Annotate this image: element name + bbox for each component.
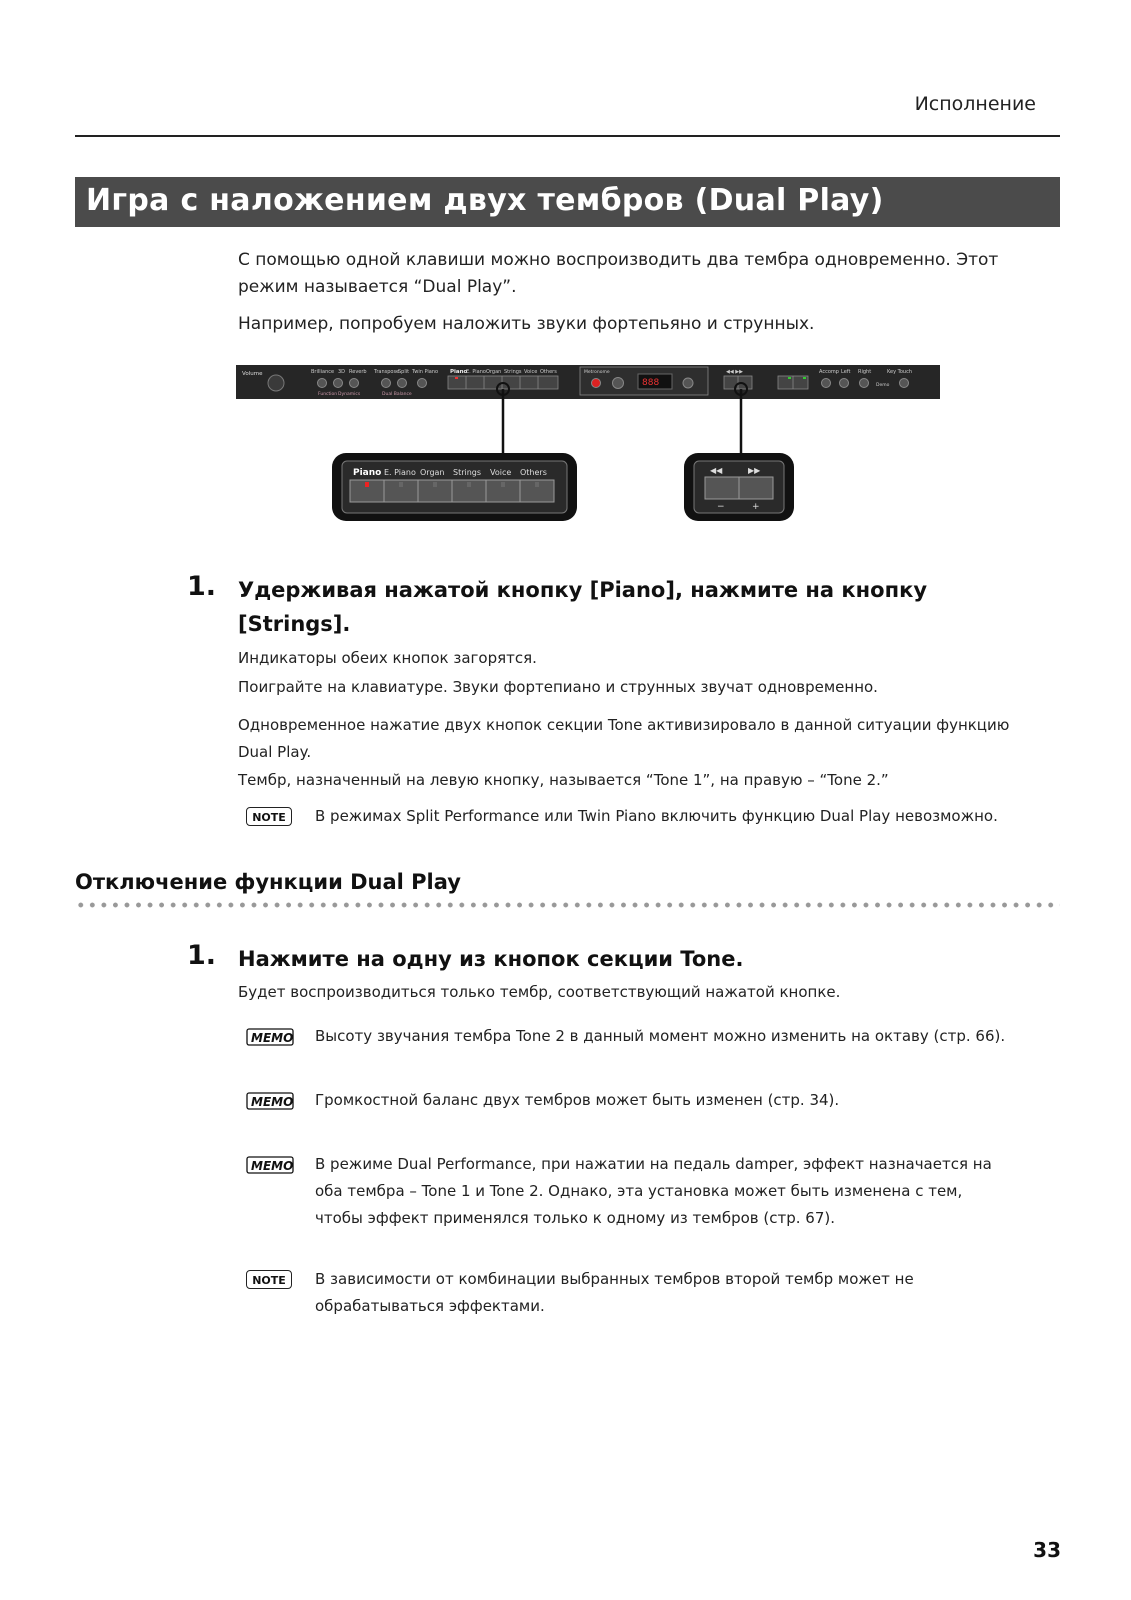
panel-label-split: Split xyxy=(398,369,410,375)
step-title-line-2: [Strings]. xyxy=(238,612,351,636)
panel-button xyxy=(613,378,624,389)
callout-label-others: Others xyxy=(520,468,547,477)
panel-button xyxy=(683,378,693,388)
panel-label-volume: Volume xyxy=(242,371,263,377)
control-panel-illustration xyxy=(236,363,940,523)
panel-label-right: Right xyxy=(858,369,872,375)
step-number: 1. xyxy=(187,571,217,602)
step1-text-1: Индикаторы обеих кнопок загорятся. xyxy=(238,649,537,667)
step1-text-3-line-2: Dual Play. xyxy=(238,743,312,761)
memo-icon xyxy=(246,1155,294,1177)
step1-text-3 xyxy=(238,712,1038,766)
panel-label-3d: 3D xyxy=(338,369,346,375)
header-divider xyxy=(75,135,1060,137)
panel-button xyxy=(822,379,831,388)
panel-button xyxy=(840,379,849,388)
section-header: Исполнение xyxy=(914,93,1036,115)
step2-text-1: Будет воспроизводиться только тембр, соответствующий нажатой кнопке. xyxy=(238,983,841,1001)
memo-text-3-line-2: оба тембра – Tone 1 и Tone 2. Однако, эта установка может быть изменена с тем, xyxy=(315,1182,963,1200)
memo-text-2: Громкостной баланс двух тембров может быть изменен (стр. 34). xyxy=(315,1091,840,1109)
svg-text:◀◀ ▶▶: ◀◀ ▶▶ xyxy=(726,369,743,375)
callout-label-organ: Organ xyxy=(420,468,445,477)
memo-text-3-line-3: чтобы эффект применялся только к одному из тембров (стр. 67). xyxy=(315,1209,835,1227)
callout-label-epiano: E. Piano xyxy=(384,468,416,477)
step1-text-2: Поиграйте на клавиатуре. Звуки фортепиано и струнных звучат одновременно. xyxy=(238,678,878,696)
volume-knob xyxy=(268,375,284,391)
memo-text-3 xyxy=(315,1151,1075,1232)
note-text-2-line-2: обрабатываться эффектами. xyxy=(315,1297,545,1315)
step-title: Нажмите на одну из кнопок секции Tone. xyxy=(238,947,744,971)
page-title-bar xyxy=(75,177,1060,227)
callout-next-icon: ▶▶ xyxy=(748,466,761,475)
page-title: Игра с наложением двух тембров (Dual Play) xyxy=(86,183,884,218)
note-badge: NOTE xyxy=(246,1270,292,1289)
panel-label-metronome: Metronome xyxy=(584,370,610,375)
callout-label-piano: Piano xyxy=(353,468,382,478)
panel-label-brilliance: Brilliance xyxy=(311,369,335,375)
note-text: В режимах Split Performance или Twin Piano включить функцию Dual Play невозможно. xyxy=(315,807,998,825)
panel-label-accomp: Accomp xyxy=(819,369,839,375)
panel-label-organ: Organ xyxy=(486,369,502,375)
step1-text-4: Тембр, назначенный на левую кнопку, называется “Tone 1”, на правую – “Tone 2.” xyxy=(238,771,889,789)
panel-label-piano: Piano xyxy=(450,369,468,375)
callout-tone-buttons xyxy=(350,480,554,502)
intro-paragraph xyxy=(238,247,1038,301)
panel-button xyxy=(398,379,407,388)
panel-button xyxy=(418,379,427,388)
svg-text:888: 888 xyxy=(642,378,660,388)
panel-label-epiano: E. Piano xyxy=(466,369,486,375)
panel-label-left: Left xyxy=(841,369,851,375)
intro-line-1: С помощью одной клавиши можно воспроизводить два тембра одновременно. Этот xyxy=(238,250,999,270)
callout-prev-icon: ◀◀ xyxy=(710,466,723,475)
section-heading: Отключение функции Dual Play xyxy=(75,870,461,894)
page-number: 33 xyxy=(1033,1538,1061,1562)
callout-plus: + xyxy=(752,502,760,512)
panel-button xyxy=(350,379,359,388)
memo-text-3-line-1: В режиме Dual Performance, при нажатии на педаль damper, эффект назначается на xyxy=(315,1155,992,1173)
svg-text:MEMO: MEMO xyxy=(251,1159,294,1173)
panel-button xyxy=(900,379,909,388)
panel-button xyxy=(318,379,327,388)
intro-line-3: Например, попробуем наложить звуки фортепьяно и струнных. xyxy=(238,314,815,334)
panel-label-transpose: Transpose xyxy=(374,369,400,375)
callout-label-voice: Voice xyxy=(490,468,512,477)
memo-icon xyxy=(246,1091,294,1113)
panel-label-function: Function xyxy=(318,392,338,397)
note-text-2 xyxy=(315,1266,1075,1320)
svg-text:MEMO: MEMO xyxy=(251,1031,294,1045)
panel-label-dual-balance: Dual Balance xyxy=(382,392,412,397)
note-badge: NOTE xyxy=(246,807,292,826)
panel-button xyxy=(334,379,343,388)
step1-text-3-line-1: Одновременное нажатие двух кнопок секции Tone активизировало в данной ситуации функцию xyxy=(238,716,1010,734)
panel-button xyxy=(382,379,391,388)
panel-label-key-touch: Key Touch xyxy=(887,369,913,375)
panel-label-voice: Voice xyxy=(524,369,538,375)
memo-text-1: Высоту звучания тембра Tone 2 в данный момент можно изменить на октаву (стр. 66). xyxy=(315,1027,1006,1045)
panel-label-others: Others xyxy=(540,369,557,375)
memo-badge xyxy=(246,1155,294,1181)
memo-icon xyxy=(246,1027,294,1049)
step-title xyxy=(238,573,1038,641)
memo-badge xyxy=(246,1091,294,1117)
callout-label-strings: Strings xyxy=(453,468,482,477)
svg-text:MEMO: MEMO xyxy=(251,1095,294,1109)
intro-line-2: режим называется “Dual Play”. xyxy=(238,277,517,297)
rec-button xyxy=(592,379,601,388)
panel-label-dynamics: Dynamics xyxy=(338,392,361,397)
memo-badge xyxy=(246,1027,294,1053)
note-text-2-line-1: В зависимости от комбинации выбранных тембров второй тембр может не xyxy=(315,1270,914,1288)
panel-label-reverb: Reverb xyxy=(349,369,367,375)
step-title-line-1: Удерживая нажатой кнопку [Piano], нажмите на кнопку xyxy=(238,578,928,602)
panel-label-twin-piano: Twin Piano xyxy=(412,369,439,375)
dotted-divider xyxy=(75,902,1060,908)
panel-label-strings: Strings xyxy=(504,369,522,375)
panel-label-demo: Demo xyxy=(876,383,890,388)
panel-button xyxy=(860,379,869,388)
callout-minus: − xyxy=(717,502,725,512)
step-number: 1. xyxy=(187,940,217,971)
